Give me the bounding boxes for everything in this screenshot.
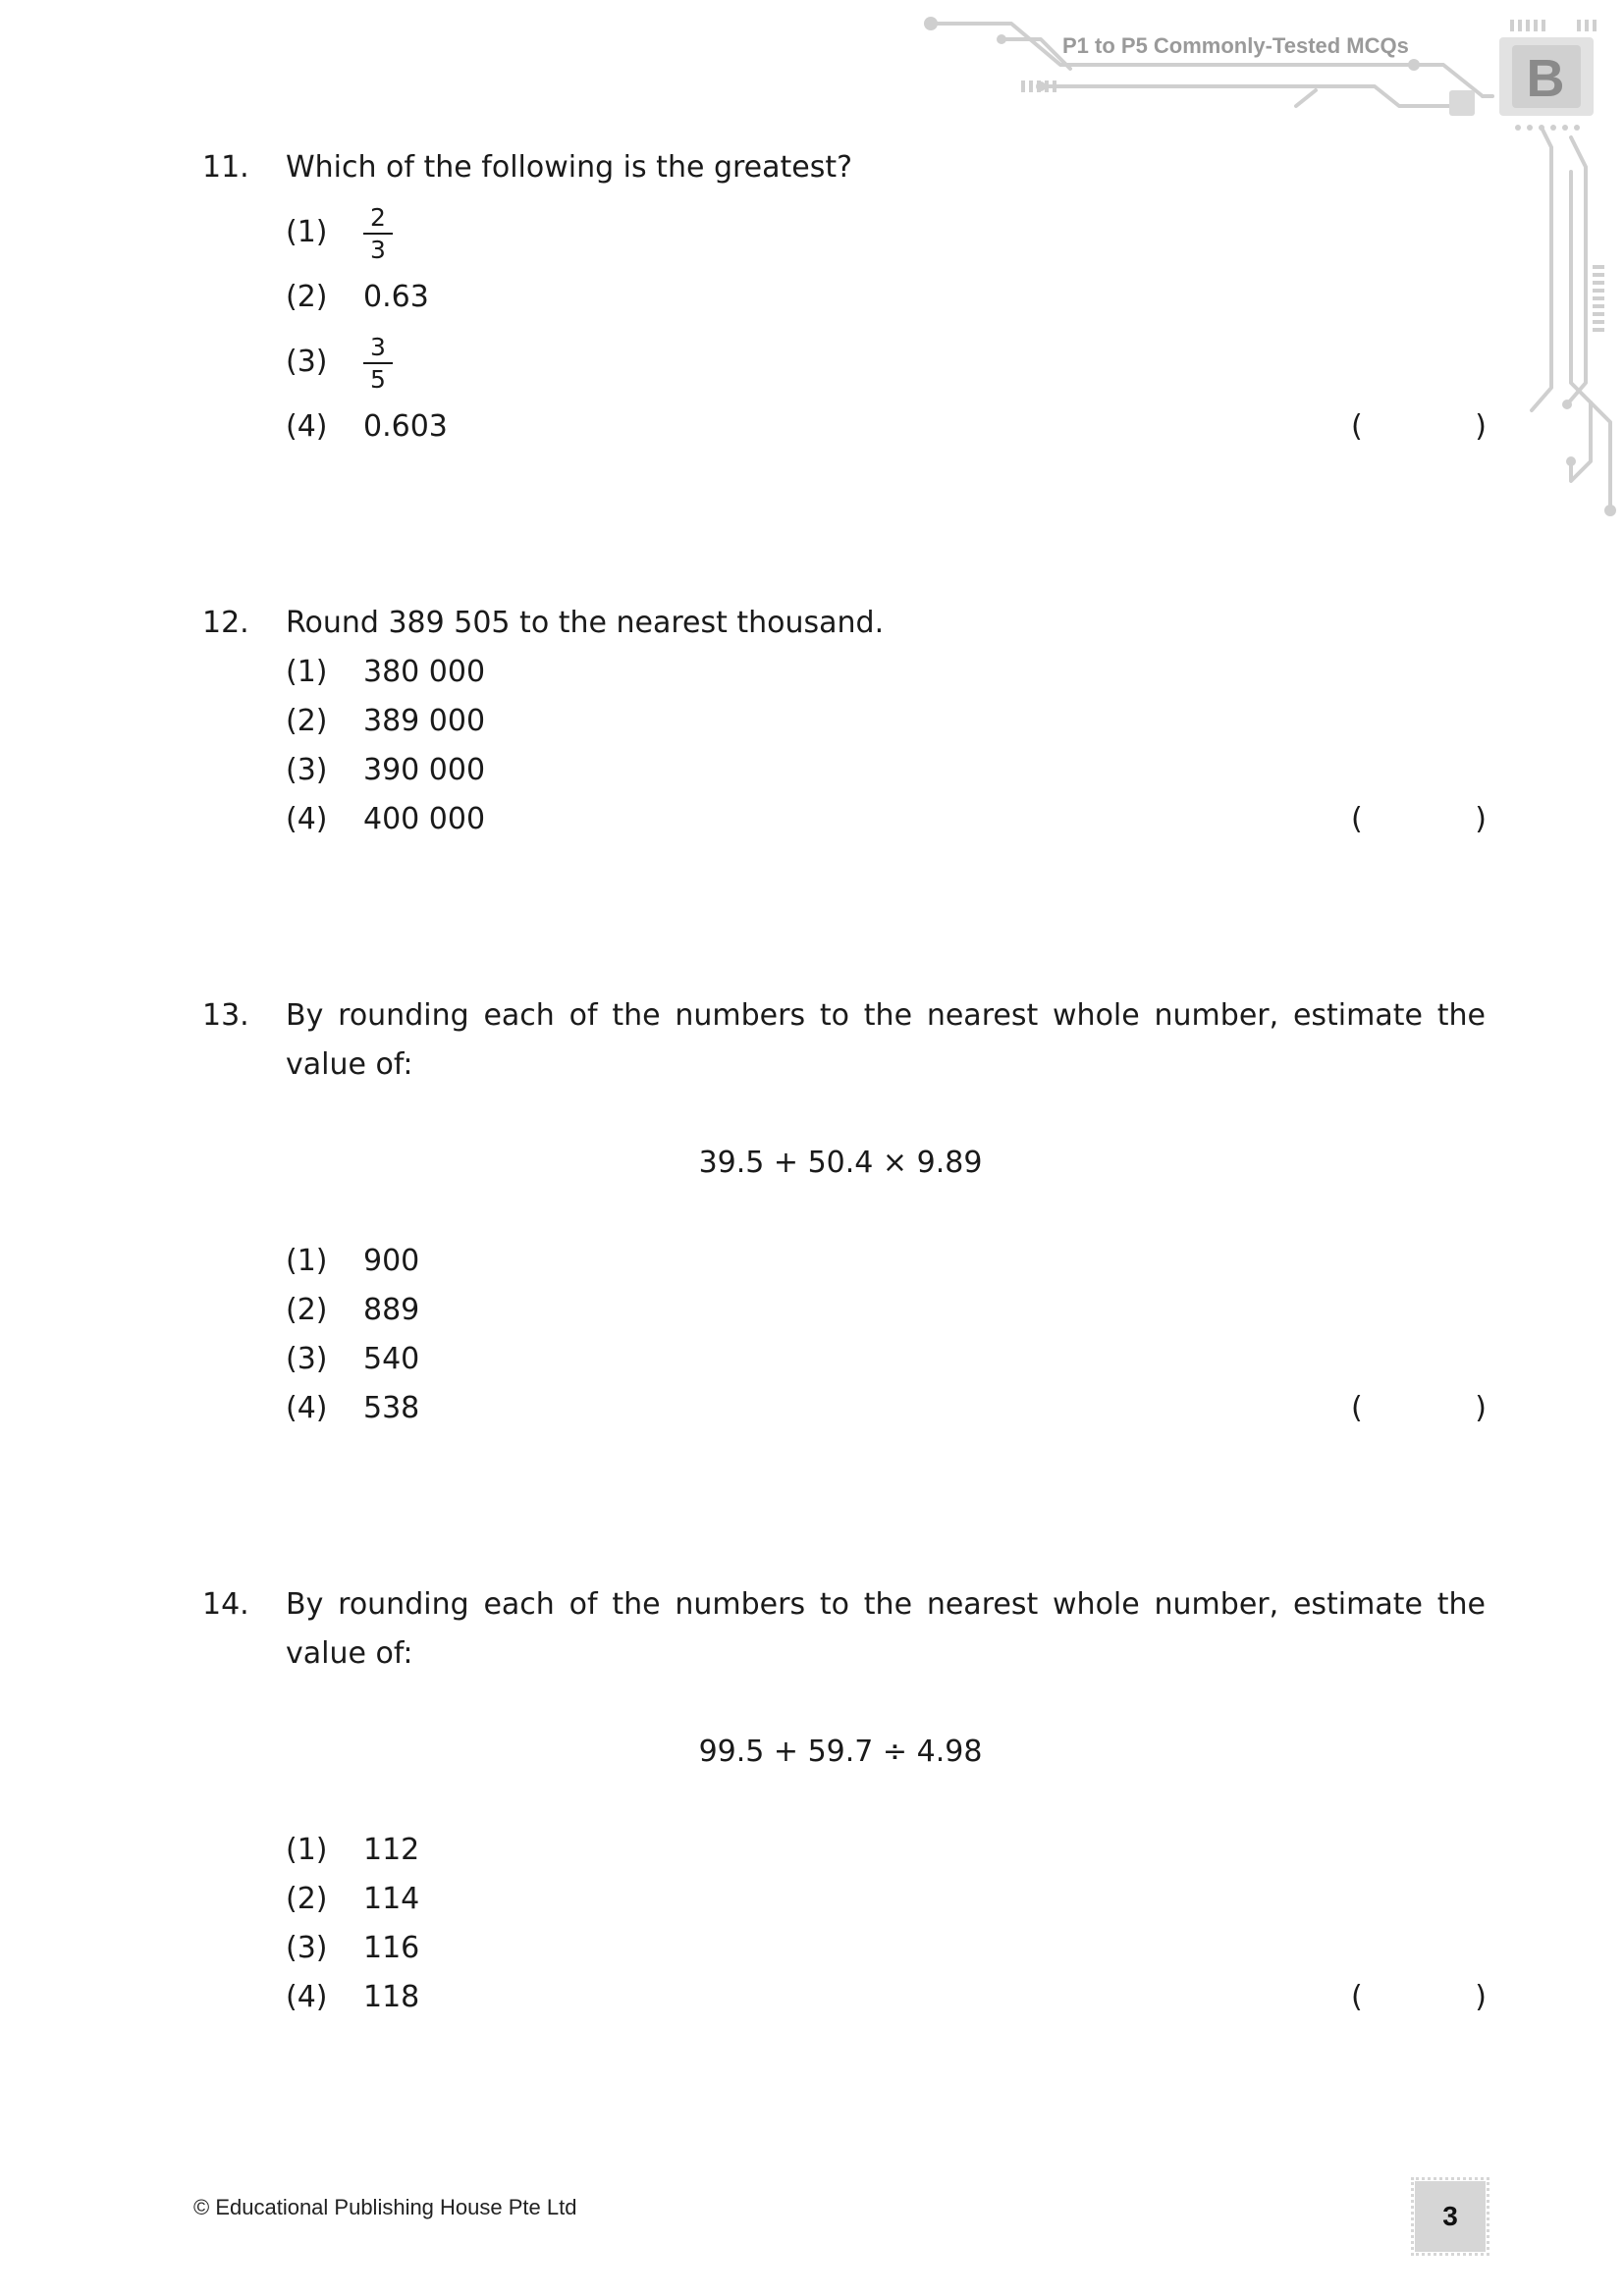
option-value: 889 — [363, 1293, 420, 1327]
answer-open-bracket: ( — [1351, 409, 1363, 444]
copyright-notice: © Educational Publishing House Pte Ltd — [193, 2195, 577, 2219]
option-value: 390 000 — [363, 753, 486, 787]
option-value: 380 000 — [363, 655, 486, 689]
answer-box[interactable] — [1351, 795, 1487, 844]
option-label: (3) — [286, 345, 328, 379]
answer-open-bracket: ( — [1351, 802, 1363, 836]
option-value: 118 — [363, 1980, 420, 2014]
option-label: (4) — [286, 1391, 328, 1425]
option-value: 116 — [363, 1931, 420, 1965]
option-value: 114 — [363, 1882, 420, 1916]
option-label: (4) — [286, 409, 328, 444]
page-number-badge — [1415, 2181, 1486, 2252]
circuit-decoration — [0, 0, 1624, 550]
question-text: By rounding each of the numbers to the nearest whole number, estimate the value of: — [286, 998, 1486, 1082]
question-text: Round 389 505 to the nearest thousand. — [286, 606, 885, 640]
fraction-bar — [363, 362, 393, 364]
option-value: 538 — [363, 1391, 420, 1425]
answer-box[interactable] — [1351, 402, 1487, 452]
option-label: (1) — [286, 215, 328, 249]
fraction-value — [363, 204, 393, 264]
option-value: 400 000 — [363, 802, 486, 836]
option-label: (3) — [286, 1342, 328, 1376]
question-number: 13. — [202, 998, 249, 1033]
page-number: 3 — [1442, 2201, 1458, 2231]
fraction-denominator: 5 — [370, 365, 386, 394]
answer-close-bracket: ) — [1475, 409, 1487, 444]
option-label: (1) — [286, 1244, 328, 1278]
option-label: (4) — [286, 1980, 328, 2014]
answer-close-bracket: ) — [1475, 802, 1487, 836]
question-number: 12. — [202, 606, 249, 640]
option-label: (1) — [286, 1833, 328, 1867]
option-value: 112 — [363, 1833, 420, 1867]
option-value: 900 — [363, 1244, 420, 1278]
question-number: 11. — [202, 150, 249, 185]
option-label: (2) — [286, 1293, 328, 1327]
answer-open-bracket: ( — [1351, 1391, 1363, 1425]
math-expression: 99.5 + 59.7 ÷ 4.98 — [698, 1735, 983, 1769]
question-text: Which of the following is the greatest? — [286, 150, 853, 185]
option-label: (3) — [286, 1931, 328, 1965]
answer-open-bracket: ( — [1351, 1980, 1363, 2014]
answer-box[interactable] — [1351, 1973, 1487, 2022]
fraction-bar — [363, 233, 393, 235]
option-label: (2) — [286, 280, 328, 314]
answer-close-bracket: ) — [1475, 1391, 1487, 1425]
fraction-value — [363, 334, 393, 394]
answer-close-bracket: ) — [1475, 1980, 1487, 2014]
option-value: 540 — [363, 1342, 420, 1376]
answer-box[interactable] — [1351, 1384, 1487, 1433]
math-expression: 39.5 + 50.4 × 9.89 — [698, 1146, 983, 1180]
option-value: 0.603 — [363, 409, 448, 444]
question-number: 14. — [202, 1587, 249, 1622]
section-letter-badge: B — [1526, 49, 1565, 108]
question-text: By rounding each of the numbers to the nearest whole number, estimate the value of: — [286, 1587, 1486, 1671]
option-value: 389 000 — [363, 704, 486, 738]
fraction-numerator: 2 — [370, 203, 386, 232]
option-label: (4) — [286, 802, 328, 836]
book-title: P1 to P5 Commonly-Tested MCQs — [1062, 33, 1409, 58]
option-value: 0.63 — [363, 280, 429, 314]
fraction-denominator: 3 — [370, 236, 386, 264]
option-label: (1) — [286, 655, 328, 689]
option-label: (3) — [286, 753, 328, 787]
fraction-numerator: 3 — [370, 333, 386, 361]
option-label: (2) — [286, 704, 328, 738]
option-label: (2) — [286, 1882, 328, 1916]
